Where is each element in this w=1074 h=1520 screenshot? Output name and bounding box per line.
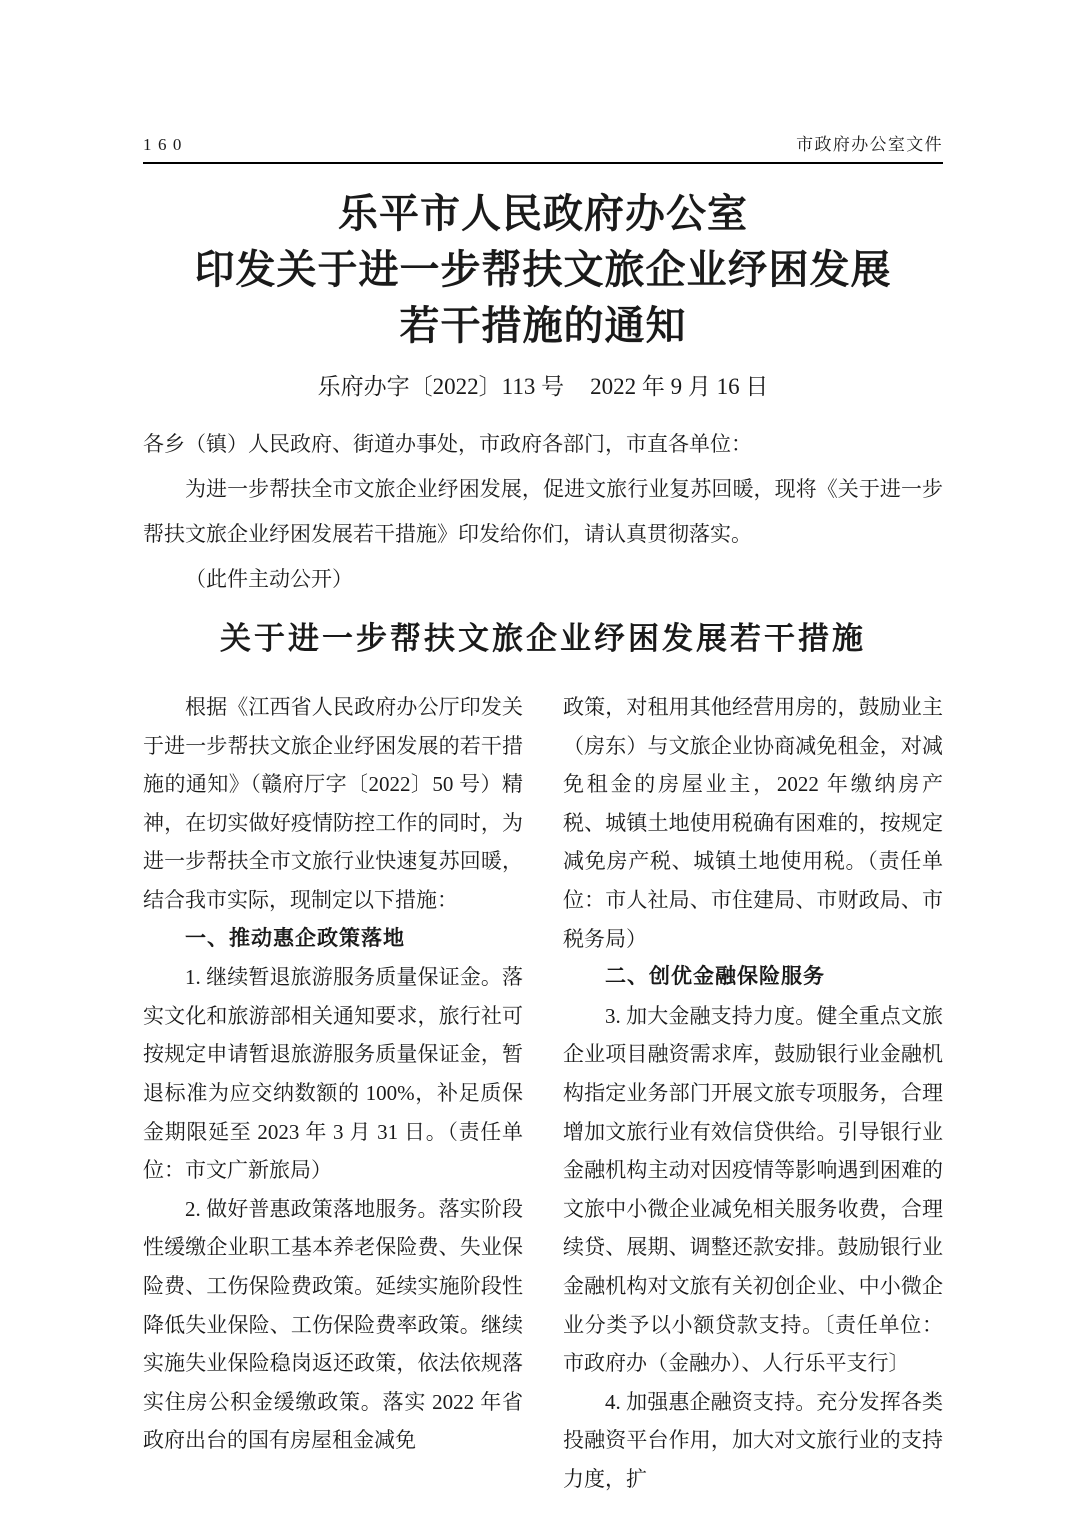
page-number: 160	[143, 135, 188, 154]
measure-2-paragraph	[143, 1190, 523, 1460]
document-title	[143, 186, 943, 354]
document-title-line1: 乐平市人民政府办公室	[338, 191, 748, 236]
measure-1-text: 落实文化和旅游部相关通知要求，旅行社可按规定申请暂退旅游服务质量保证金，暂退标准为应交纳数额的 100%，补足质保金期限延至 2023 年 3 月 31 日。（责任单位：市文广新旅局）	[143, 965, 523, 1183]
page-header	[143, 134, 943, 156]
header-rule	[143, 162, 943, 164]
attachment-title: 关于进一步帮扶文旅企业纾困发展若干措施	[220, 621, 866, 656]
notice-body	[143, 422, 943, 602]
measure-2-text: 落实阶段性缓缴企业职工基本养老保险费、失业保险费、工伤保险费政策。延续实施阶段性降低失业保险、工伤保险费率政策。继续实施失业保险稳岗返还政策，依法依规落实住房公积金缓缴政策。落实 2022 年省政府出台的国有房屋租金减免	[143, 1196, 524, 1453]
doc-number: 乐府办字〔2022〕113 号	[317, 374, 565, 399]
salutation: 各乡（镇）人民政府、街道办事处，市政府各部门，市直各单位：	[143, 432, 752, 456]
notice-paragraph: 为进一步帮扶全市文旅企业纾困发展，促进文旅行业复苏回暖，现将《关于进一步帮扶文旅企业纾困发展若干措施》印发给你们，请认真贯彻落实。	[143, 477, 943, 546]
intro-paragraph: 根据《江西省人民政府办公厅印发关于进一步帮扶文旅企业纾困发展的若干措施的通知》（赣府厅字〔2022〕50 号）精神，在切实做好疫情防控工作的同时，为进一步帮扶全市文旅行业快速复苏回暖，结合我市实际，现制定以下措施：	[143, 695, 523, 912]
measures-body	[143, 688, 943, 1498]
measure-4-paragraph	[563, 1383, 943, 1499]
measure-4-text: 充分发挥各类投融资平台作用，加大对文旅行业的支持力度，扩	[563, 1389, 944, 1491]
disclosure-note: （此件主动公开）	[185, 567, 353, 591]
measure-2-continued-paragraph: 政策，对租用其他经营用房的，鼓励业主（房东）与文旅企业协商减免租金，对减免租金的房屋业主，2022 年缴纳房产税、城镇土地使用税确有困难的，按规定减免房产税、城镇土地使用税。（责任单位：市人社局、市住建局、市财政局、市税务局）	[563, 695, 943, 951]
doc-number-line	[143, 372, 943, 402]
measure-3-paragraph	[563, 997, 943, 1383]
header-doc-type-label: 市政府办公室文件	[796, 135, 943, 154]
doc-date: 2022 年 9 月 16 日	[590, 374, 769, 399]
column-left	[143, 688, 523, 1498]
section-heading-2: 二、创优金融保险服务	[605, 965, 825, 989]
column-right	[563, 688, 943, 1498]
measure-3-title: 3. 加大金融支持力度。	[605, 1003, 817, 1028]
measure-1-paragraph	[143, 958, 523, 1190]
section-heading-1: 一、推动惠企政策落地	[185, 926, 405, 950]
measure-4-title: 4. 加强惠企融资支持。	[605, 1389, 817, 1414]
document-title-line2: 印发关于进一步帮扶文旅企业纾困发展	[194, 247, 892, 292]
measure-1-title: 1. 继续暂退旅游服务质量保证金。	[185, 965, 502, 990]
document-title-line3: 若干措施的通知	[399, 303, 687, 348]
measure-3-text: 健全重点文旅企业项目融资需求库，鼓励银行业金融机构指定业务部门开展文旅专项服务，合理增加文旅行业有效信贷供给。引导银行业金融机构主动对因疫情等影响遇到困难的文旅中小微企业减免相关服务收费，合理续贷、展期、调整还款安排。鼓励银行业金融机构对文旅有关初创企业、中小微企业分类予以小额贷款支持。〔责任单位：市政府办（金融办）、人行乐平支行〕	[563, 1003, 944, 1376]
measure-2-title: 2. 做好普惠政策落地服务。	[185, 1196, 439, 1221]
